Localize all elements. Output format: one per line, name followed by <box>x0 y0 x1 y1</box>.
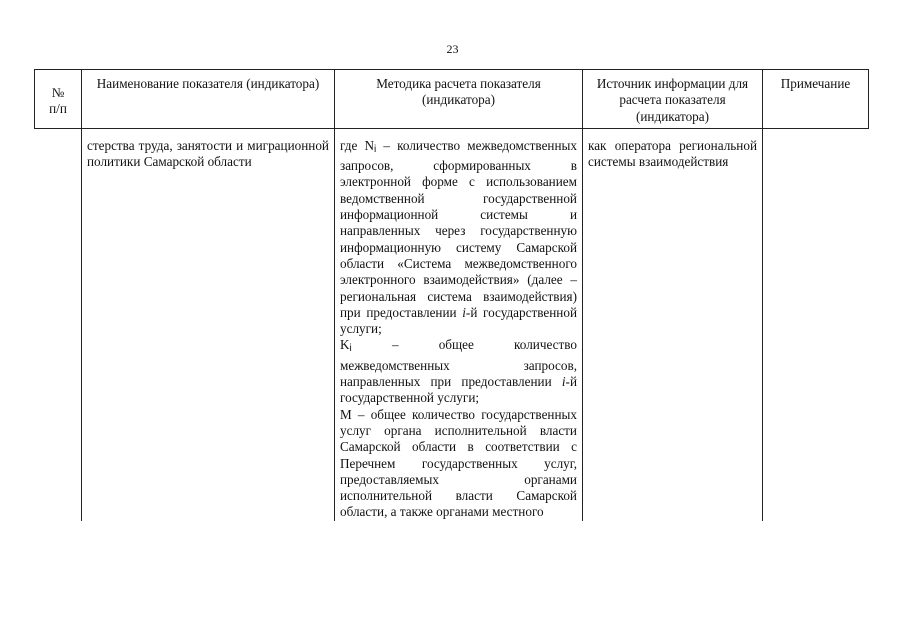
method-ni-index: i <box>374 143 377 155</box>
header-indicator-name: Наименование показателя (индикатора) <box>82 70 335 129</box>
cell-note <box>763 128 869 520</box>
cell-indicator-name <box>82 128 335 520</box>
method-ki-tail: -й государственной услуги; <box>340 374 577 406</box>
method-ki-text: – общее количество межведомственных запросов, направленных при предоставлении <box>340 337 577 390</box>
method-ni-definition <box>340 138 577 338</box>
method-ni-italic: i <box>462 304 466 320</box>
method-ki-symbol: K <box>340 337 350 353</box>
header-information-source: Источник информации для расчета показателя (индикатора) <box>583 70 763 129</box>
cell-information-source <box>583 128 763 520</box>
cell-calculation-method <box>335 128 583 520</box>
indicator-table <box>34 69 869 521</box>
information-source-text: как оператора региональной системы взаимодействия <box>588 137 757 170</box>
page-number: 23 <box>446 42 459 56</box>
header-note: Примечание <box>763 70 869 129</box>
method-ni-text: – количество межведомственных запросов, сформированных в электронной форме с использованием ведомственной государственной информационной системы и направленных через государственную информационную систему Самарской области «Система межведомственного электронного взаимодействия» (далее – региональная система взаимодействия) при предоставлении <box>340 137 577 320</box>
method-m-definition: М – общее количество государственных услуг органа исполнительной власти Самарской области в соответствии с Перечнем государственных услуг, предоставляемых органами исполнительной власти Самарской области, а также органами местного <box>340 406 577 520</box>
method-ki-index: i <box>349 343 352 355</box>
table-row <box>35 128 869 520</box>
cell-number <box>35 128 82 520</box>
header-number-label: № п/п <box>49 85 67 117</box>
table-header-row <box>35 70 869 129</box>
method-ni-symbol: N <box>364 137 375 153</box>
header-number <box>35 70 82 129</box>
method-ni-prefix: где <box>340 137 365 153</box>
method-ki-definition <box>340 337 577 406</box>
header-calculation-method: Методика расчета показателя (индикатора) <box>335 70 583 129</box>
method-ni-tail: -й государственной услуги; <box>340 304 577 337</box>
indicator-name-text: стерства труда, занятости и миграционной политики Самарской области <box>87 137 329 170</box>
method-ki-italic: i <box>561 374 566 390</box>
